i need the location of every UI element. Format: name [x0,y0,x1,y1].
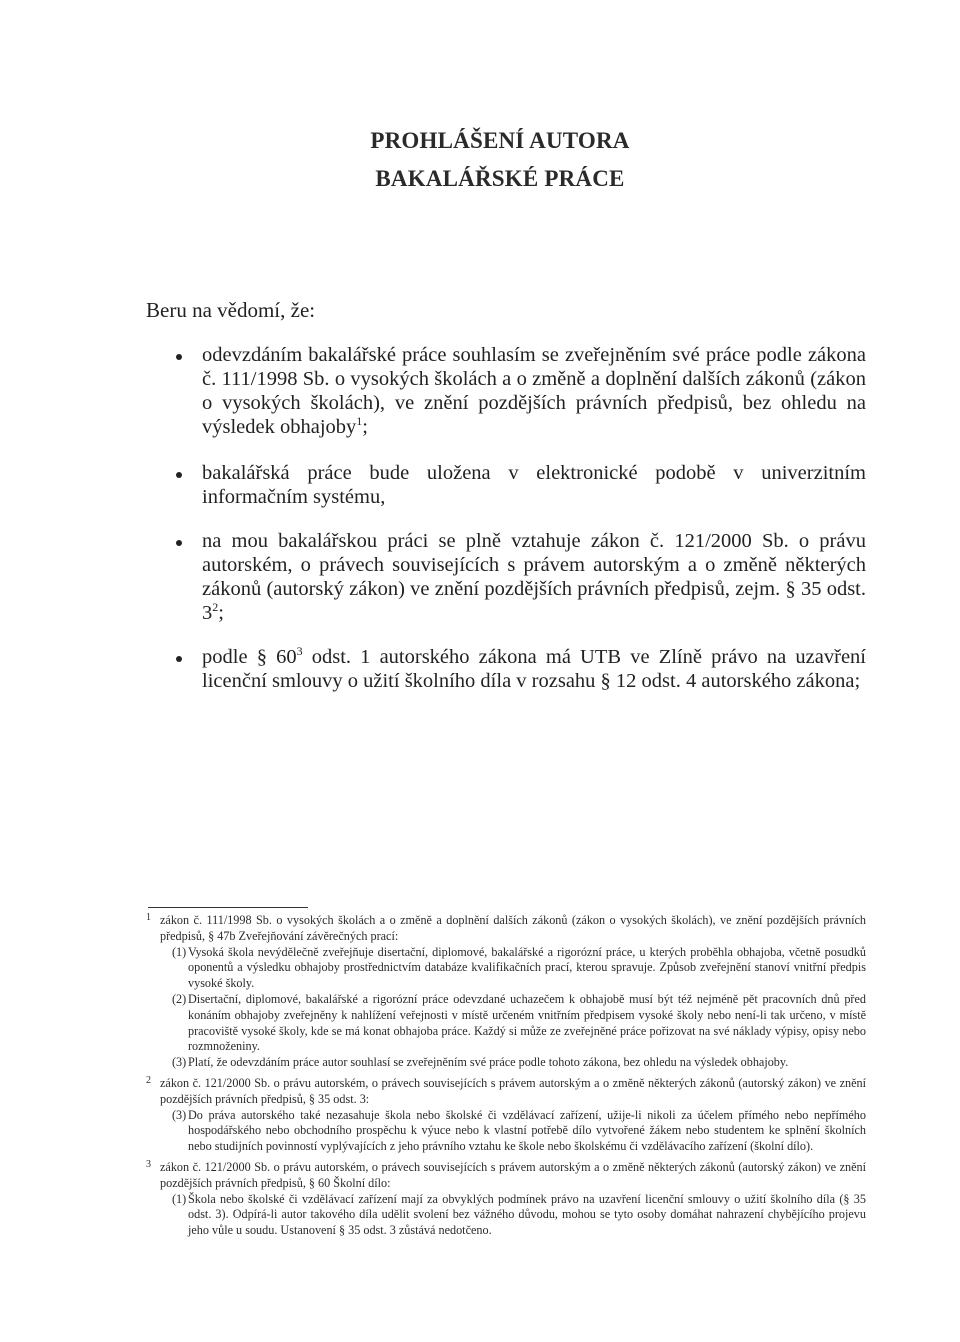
bullet-icon [176,540,182,546]
footnote-lead: zákon č. 121/2000 Sb. o právu autorském, o právech souvisejících s právem autorským a o změně některých zákonů (autorský zákon) ve znění pozdějších právních předpisů, § 60 Školní dílo: [160,1159,866,1190]
list-item-text-end: odst. 1 autorského zákona má UTB ve Zlíně právo na uzavření licenční smlouvy o užití školního díla v rozsahu § 12 odst. 4 autorského zákona; [202,646,866,692]
bullet-icon [176,472,182,478]
footnote-2 [146,1076,866,1155]
list-item-text: podle § 60 [202,646,297,668]
list-item-text: odevzdáním bakalářské práce souhlasím se zveřejněním své práce podle zákona č. 111/1998 Sb. o vysokých školách a o změně a doplnění dalších zákonů (zákon o vysokých školách), ve znění pozdějších právních předpisů, bez ohledu na výsledek obhajoby [202,344,866,438]
list-item [146,529,866,625]
list-item [146,645,866,693]
footnote-ref: 2 [212,600,219,615]
paragraph-number: (3) [172,1107,187,1122]
footnote-lead: zákon č. 121/2000 Sb. o právu autorském, o právech souvisejících s právem autorským a o změně některých zákonů (autorský zákon) ve znění pozdějších právních předpisů, § 35 odst. 3: [160,1075,866,1106]
bullet-icon [176,656,182,662]
page-subtitle: BAKALÁŘSKÉ PRÁCE [375,166,625,191]
list-item [146,343,866,439]
footnote-paragraph [160,1192,866,1239]
footnote-lead: zákon č. 111/1998 Sb. o vysokých školách a o změně a doplnění dalších zákonů (zákon o vysokých školách), ve znění pozdějších právních předpisů, § 47b Zveřejňování závěrečných prací: [160,913,866,943]
paragraph-text: Vysoká škola nevýdělečně zveřejňuje disertační, diplomové, bakalářské a rigorózní práce, u kterých proběhla obhajoba, včetně posudků oponentů a výsledku obhajoby prostřednictvím databáze kvalifikačních prací, kterou spravuje. Způsob zveřejnění stanoví vnitřní předpis vysoké školy. [188,944,866,991]
paragraph-number: (1) [172,1191,187,1206]
list-item-text-end: ; [362,416,368,438]
footnote-paragraph [160,945,866,992]
list-item [146,461,866,509]
paragraph-text: Do práva autorského také nezasahuje škola nebo školské či vzdělávací zařízení, užije-li nikoli za účelem přímého nebo nepřímého hospodářského nebo obchodního prospěchu k výuce nebo k vlastní potřebě dílo vytvořené žákem nebo studentem ke splnění školních nebo studijních povinností vyplývajících z jeho právního vztahu ke škole nebo školskému či vzdělávacího zařízení (školní dílo). [188,1107,866,1154]
footnotes [146,913,866,1239]
footnote-number: 2 [146,1074,151,1086]
list-item-text: na mou bakalářskou práci se plně vztahuje zákon č. 121/2000 Sb. o právu autorském, o právech souvisejících s právem autorským a o změně některých zákonů (autorský zákon) ve znění pozdějších právních předpisů, zejm. § 35 odst. 3 [202,530,866,624]
page-title: PROHLÁŠENÍ AUTORA [370,128,630,153]
paragraph-number: (3) [172,1055,187,1070]
footnote-3 [146,1160,866,1239]
bullet-icon [176,354,182,360]
footnote-divider [148,907,308,908]
list-item-text-end: ; [218,602,224,624]
list-item-text: bakalářská práce bude uložena v elektronické podobě v univerzitním informačním systému, [202,462,866,508]
paragraph-number: (1) [172,944,187,959]
footnote-number: 1 [146,912,151,923]
paragraph-text: Škola nebo školské či vzdělávací zařízení mají za obvyklých podmínek právo na uzavření licenční smlouvy o užití školního díla (§ 35 odst. 3). Odpírá-li autor takového díla udělit svolení bez vážného důvodu, mohou se tyto osoby domáhat nahrazení chybějícího projevu jeho vůle u soudu. Ustanovení § 35 odst. 3 zůstává nedotčeno. [188,1191,866,1238]
paragraph-text: Disertační, diplomové, bakalářské a rigorózní práce odevzdané uchazečem k obhajobě musí být též nejméně pět pracovních dnů před konáním obhajoby zveřejněny k nahlížení veřejnosti v místě určeném vnitřním předpisem vysoké školy nebo není-li tak určeno, v místě pracoviště vysoké školy, kde se má konat obhajoba práce. Každý si může ze zveřejněné práce pořizovat na své náklady výpisy, opisy nebo rozmnoženiny. [188,991,866,1054]
footnote-paragraph [160,1055,866,1071]
paragraph-text: Platí, že odevzdáním práce autor souhlasí se zveřejněním své práce podle tohoto zákona, bez ohledu na výsledek obhajoby. [188,1055,789,1070]
footnote-number: 3 [146,1158,151,1170]
declaration-list [146,343,866,715]
footnote-ref: 1 [356,414,363,429]
footnote-paragraph [160,992,866,1055]
footnote-paragraph [160,1108,866,1155]
footnote-ref: 3 [296,644,303,659]
footnote-1 [146,913,866,1071]
intro-text: Beru na vědomí, že: [146,298,316,322]
paragraph-number: (2) [172,991,187,1006]
